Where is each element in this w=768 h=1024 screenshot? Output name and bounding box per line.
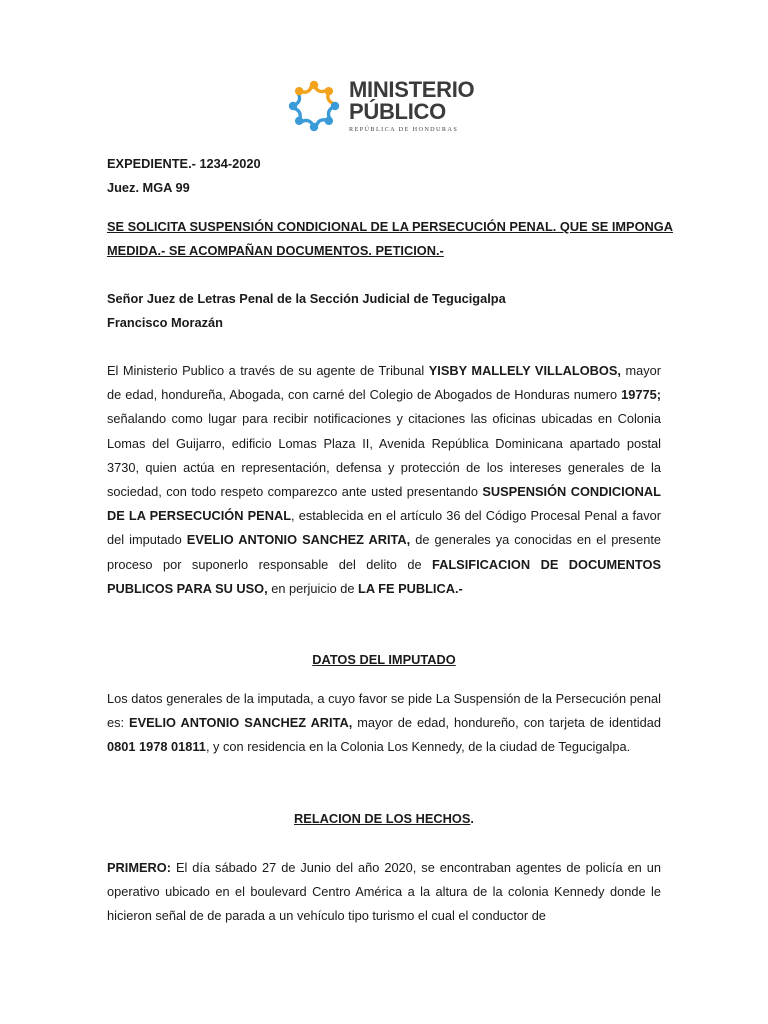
subject-line-1: SE SOLICITA SUSPENSIÓN CONDICIONAL DE LA PERSECUCIÓN PENAL. QUE SE IMPONGA [107,219,673,234]
section-heading-datos: DATOS DEL IMPUTADO [312,652,456,667]
intro-paragraph: El Ministerio Publico a través de su agente de Tribunal YISBY MALLELY VILLALOBOS, mayor de edad, hondureña, Abogada, con carné del Colegio de Abogados de Honduras numero 19775; señalando como lugar para recibir notificaciones y citaciones las oficinas ubicadas en Colonia Lomas del Guijarro, edificio Lomas Plaza II, Avenida República Dominicana apartado postal 3730, quien actúa en representación, defensa y protección de los intereses generales de la sociedad, con todo respeto comparezco ante usted presentando SUSPENSIÓN CONDICIONAL DE LA PERSECUCIÓN PENAL, establecida en el artículo 36 del Código Procesal Penal a favor del imputado EVELIO ANTONIO SANCHEZ ARITA, de generales ya conocidas en el presente proceso por suponerlo responsable del delito de FALSIFICACION DE DOCUMENTOS PUBLICOS PARA SU USO, en perjuicio de LA FE PUBLICA.- [107,363,662,596]
addressee-block [107,287,661,335]
expediente-line: EXPEDIENTE.- 1234-2020 [107,156,261,171]
datos-paragraph: Los datos generales de la imputada, a cuyo favor se pide La Suspensión de la Persecución penal es: EVELIO ANTONIO SANCHEZ ARITA, mayor de edad, hondureño, con tarjeta de identidad 0801 1978 01811, y con residencia en la Colonia Los Kennedy, de la ciudad de Tegucigalpa. [107,691,661,755]
logo-subtitle: REPÚBLICA DE HONDURAS [349,126,459,133]
juez-line: Juez. MGA 99 [107,180,190,196]
hechos-paragraph: PRIMERO: El día sábado 27 de Junio del año 2020, se encontraban agentes de policía en un operativo ubicado en el boulevard Centro América a la altura de la colonia Kennedy donde le hicieron señal de de parada a un vehículo tipo turismo el cual el conductor de [107,860,661,924]
subject-line-2: MEDIDA.- SE ACOMPAÑAN DOCUMENTOS. PETICION.- [107,243,444,259]
logo-wordmark [349,79,474,133]
logo-line-2: PÚBLICO [349,99,446,124]
ministerio-publico-logo [283,74,483,138]
addressee-line-2: Francisco Morazán [107,315,223,331]
addressee-line-1: Señor Juez de Letras Penal de la Sección Judicial de Tegucigalpa [107,291,506,306]
case-header [107,152,661,200]
subject-block [107,215,673,263]
people-circle-logo-icon [283,75,345,137]
logo-line-1: MINISTERIO [349,77,475,102]
section-heading-hechos: RELACION DE LOS HECHOS. [294,811,474,826]
